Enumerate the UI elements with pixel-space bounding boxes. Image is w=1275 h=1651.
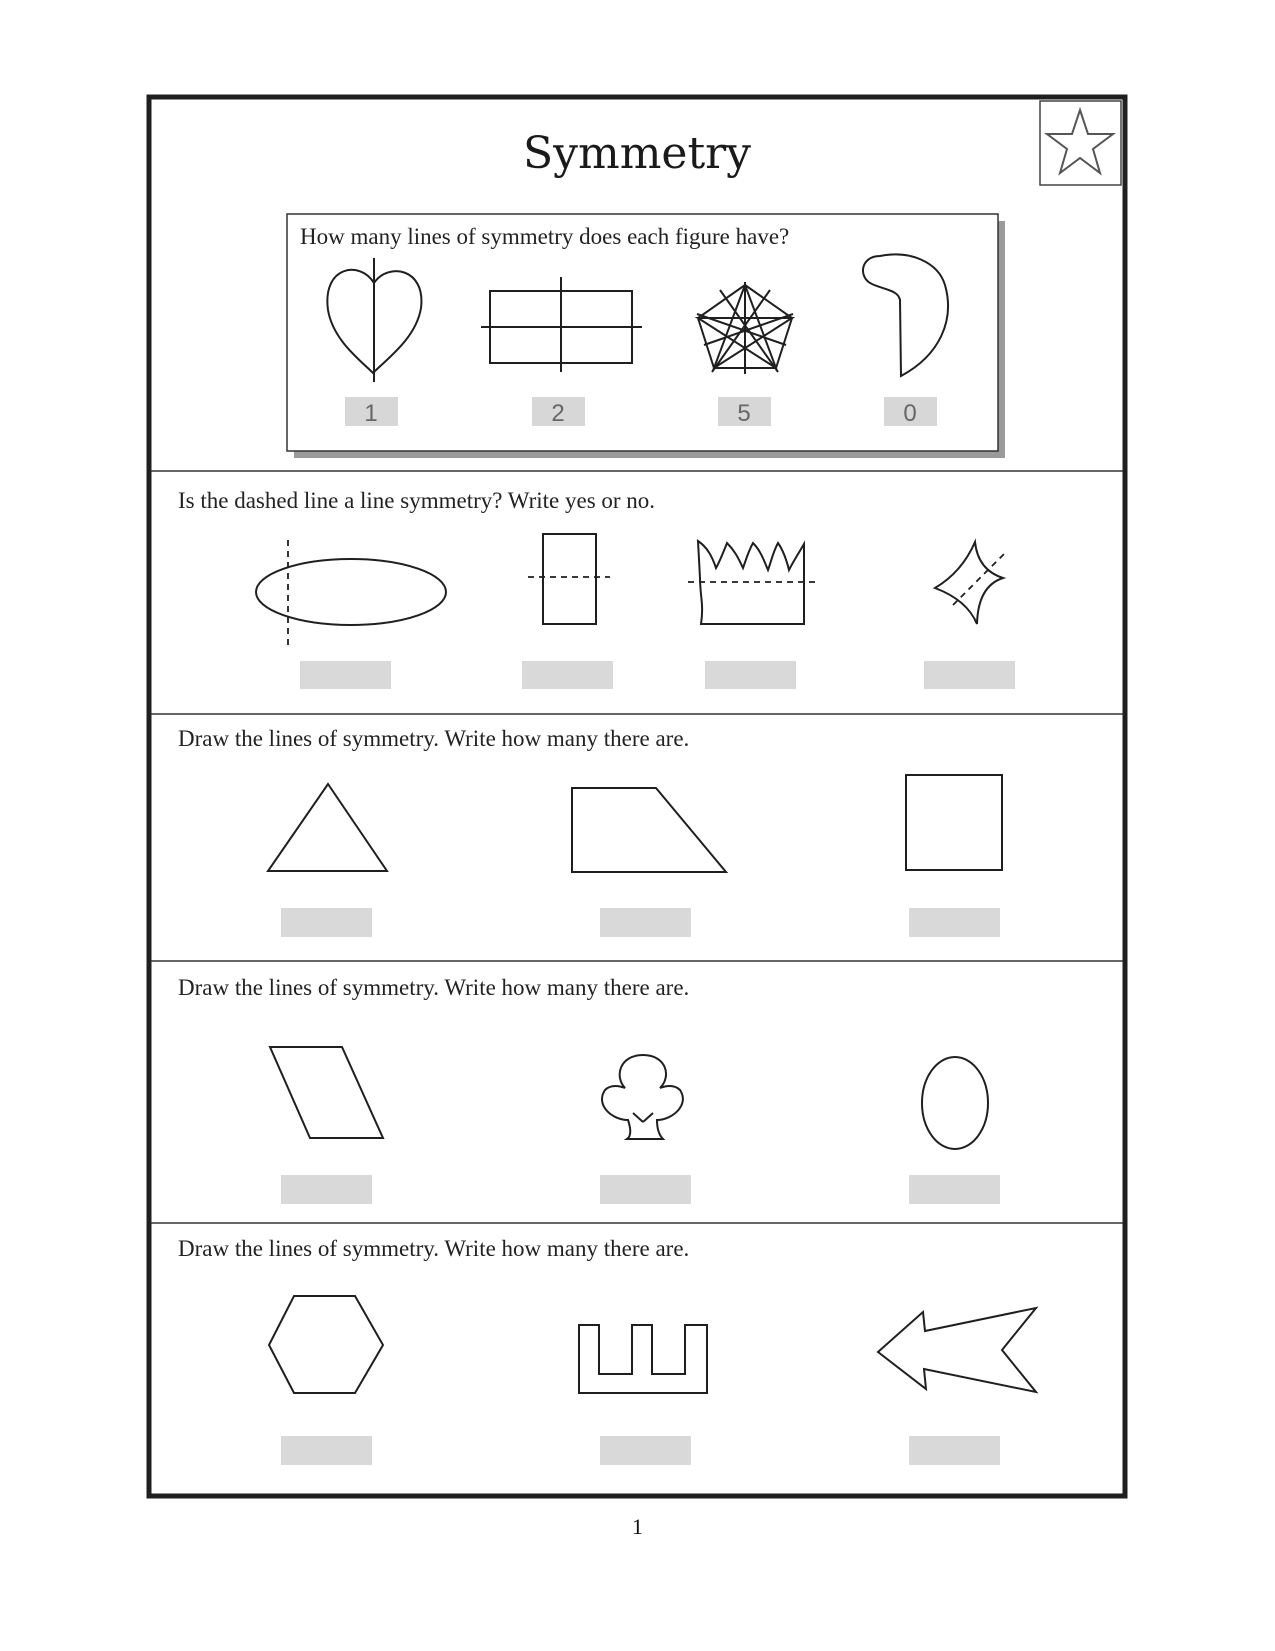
section-3 <box>178 726 1002 937</box>
answer-box-star[interactable] <box>924 661 1015 689</box>
oval-icon <box>922 1057 988 1149</box>
castle-wall-icon <box>579 1325 707 1393</box>
answer-box-hexagon[interactable] <box>281 1436 372 1465</box>
answer-box-arrow[interactable] <box>909 1436 1000 1465</box>
triangle-icon <box>268 784 387 871</box>
section-5 <box>178 1236 1036 1465</box>
section-5-instruction: Draw the lines of symmetry. Write how many there are. <box>178 1236 690 1261</box>
section-4-instruction: Draw the lines of symmetry. Write how many there are. <box>178 975 690 1000</box>
crown-shape-icon <box>688 541 815 624</box>
answer-text: 2 <box>551 400 565 427</box>
answer-text: 1 <box>364 400 378 427</box>
section-2 <box>178 488 1015 689</box>
trapezoid-icon <box>572 788 726 872</box>
answer-box-crown[interactable] <box>705 661 796 689</box>
parallelogram-icon <box>270 1047 383 1138</box>
answer-box-fig1[interactable] <box>345 397 398 427</box>
section-1 <box>287 214 1005 458</box>
answer-box-parallelogram[interactable] <box>281 1175 372 1204</box>
section-4 <box>178 975 1000 1204</box>
answer-box-oval[interactable] <box>909 1175 1000 1204</box>
answer-text: 0 <box>903 400 917 427</box>
page-title: Symmetry <box>522 128 752 179</box>
square-icon <box>906 775 1002 870</box>
section-2-instruction: Is the dashed line a line symmetry? Write yes or no. <box>178 488 656 513</box>
tree-icon <box>602 1055 683 1139</box>
answer-box-fig2[interactable] <box>532 397 585 427</box>
answer-box-triangle[interactable] <box>281 908 372 937</box>
answer-box-ellipse[interactable] <box>300 661 391 689</box>
arrow-icon <box>878 1308 1036 1392</box>
answer-box-rectangle[interactable] <box>522 661 613 689</box>
answer-box-fig3[interactable] <box>718 397 771 427</box>
ellipse-icon <box>256 540 446 645</box>
four-point-star-icon <box>935 542 1007 624</box>
hexagon-icon <box>269 1296 383 1393</box>
answer-box-trapezoid[interactable] <box>600 908 691 937</box>
answer-box-castle[interactable] <box>600 1436 691 1465</box>
section-1-instruction: How many lines of symmetry does each figure have? <box>300 224 790 249</box>
page-number: 1 <box>632 1514 643 1539</box>
answer-text: 5 <box>737 400 751 427</box>
section-3-instruction: Draw the lines of symmetry. Write how many there are. <box>178 726 690 751</box>
answer-box-fig4[interactable] <box>884 397 937 427</box>
answer-box-tree[interactable] <box>600 1175 691 1204</box>
answer-box-square[interactable] <box>909 908 1000 937</box>
star-icon <box>1040 101 1121 185</box>
tall-rectangle-icon <box>528 534 610 624</box>
